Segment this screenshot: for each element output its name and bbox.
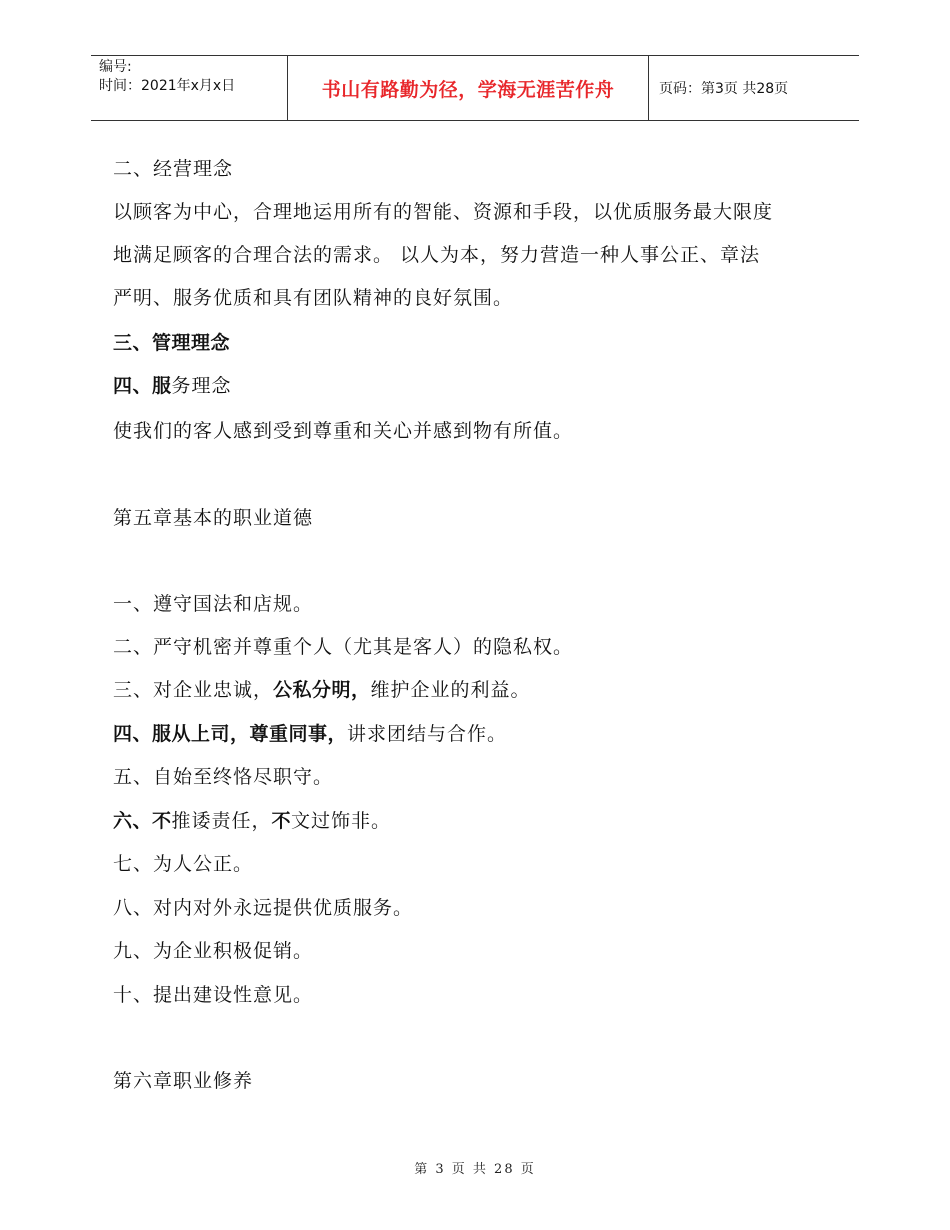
list-item: 七、为人公正。 bbox=[113, 853, 254, 875]
paragraph-line: 地满足顾客的合理合法的需求。 以人为本，努力营造一种人事公正、章法 bbox=[113, 244, 761, 266]
document-header bbox=[91, 55, 859, 121]
list-item: 五、自始至终恪尽职守。 bbox=[113, 766, 334, 788]
list-item-part: 六、不 bbox=[113, 810, 172, 832]
heading-part: 四、服 bbox=[113, 375, 172, 397]
section-heading: 三、管理理念 bbox=[113, 332, 231, 354]
list-item: 九、为企业积极促销。 bbox=[113, 940, 314, 962]
list-item: 十、提出建设性意见。 bbox=[113, 984, 314, 1006]
paragraph-line: 使我们的客人感到受到尊重和关心并感到物有所值。 bbox=[113, 420, 574, 442]
header-meta bbox=[91, 56, 287, 120]
chapter-title: 第六章职业修养 bbox=[113, 1070, 254, 1092]
list-item-part: 公私分明， bbox=[273, 679, 371, 701]
document-date: 时间：2021年x月x日 bbox=[99, 78, 236, 94]
chapter-title: 第五章基本的职业道德 bbox=[113, 507, 314, 529]
list-item bbox=[113, 722, 507, 746]
list-item-part: 三、对企业忠诚， bbox=[113, 679, 274, 701]
list-item-part: 维护企业的利益。 bbox=[370, 679, 531, 701]
list-item-part: 四、服从上司，尊重同事， bbox=[113, 723, 348, 745]
list-item-part: 文过饰非。 bbox=[291, 810, 392, 832]
list-item: 一、遵守国法和店规。 bbox=[113, 593, 314, 615]
document-code-label: 编号: bbox=[99, 59, 132, 75]
list-item bbox=[113, 678, 531, 702]
section-heading bbox=[113, 374, 232, 398]
page-footer: 第 3 页 共 28 页 bbox=[414, 1162, 536, 1177]
paragraph-line: 严明、服务优质和具有团队精神的良好氛围。 bbox=[113, 287, 514, 309]
list-item: 二、严守机密并尊重个人（尤其是客人）的隐私权。 bbox=[113, 636, 574, 658]
heading-part: 务理念 bbox=[171, 375, 232, 397]
list-item-part: 讲求团结与合作。 bbox=[347, 723, 508, 745]
list-item: 八、对内对外永远提供优质服务。 bbox=[113, 897, 414, 919]
paragraph-line: 以顾客为中心，合理地运用所有的智能、资源和手段，以优质服务最大限度 bbox=[113, 201, 774, 223]
header-page-info: 页码：第3页 共28页 bbox=[659, 81, 789, 97]
list-item bbox=[113, 809, 391, 833]
list-item-part: 不 bbox=[271, 810, 292, 832]
section-heading: 二、经营理念 bbox=[113, 158, 234, 180]
header-motto: 书山有路勤为径，学海无涯苦作舟 bbox=[287, 56, 649, 120]
list-item-part: 推诿责任， bbox=[171, 810, 272, 832]
